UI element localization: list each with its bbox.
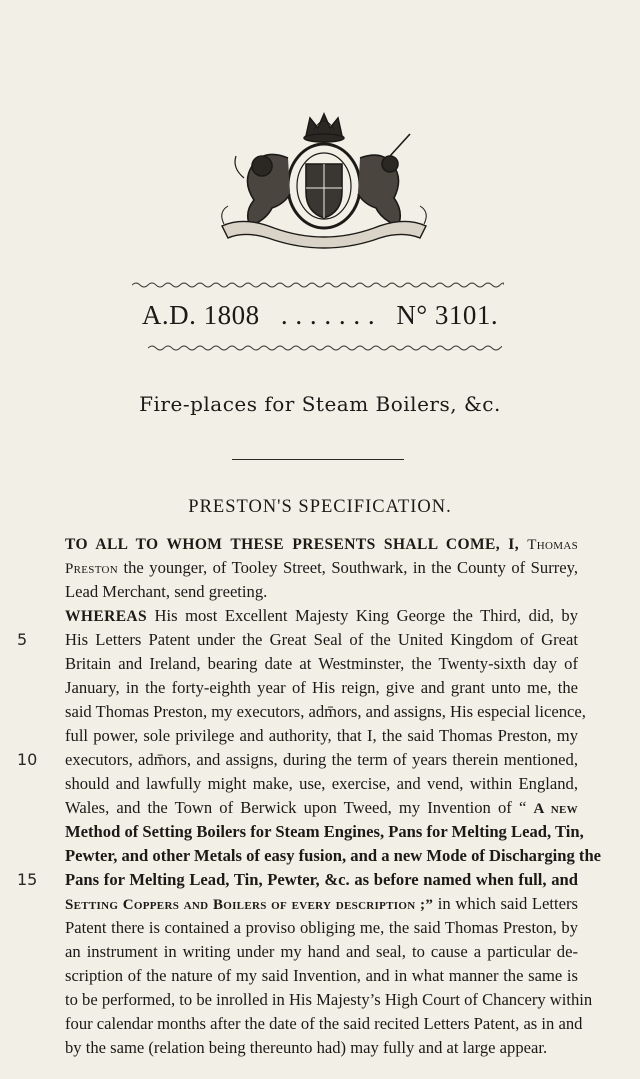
line-number: 10 (17, 750, 38, 769)
text-line: an instrument in writing under my hand and seal, to cause a particular de- (65, 942, 578, 961)
leader-dots: . . . . . . . (280, 300, 376, 330)
text-line: Pewter, and other Metals of easy fusion, and a new Mode of Discharging the (65, 846, 602, 865)
text-line: should and lawfully might make, use, exercise, and vend, within England, (65, 774, 578, 793)
royal-coat-of-arms (214, 108, 434, 250)
text-line: TO ALL TO WHOM THESE PRESENTS SHALL COME, I, Thomas (65, 536, 578, 553)
specification-title: PRESTON'S SPECIFICATION. (188, 497, 452, 517)
text-line: scription of the nature of my said Invention, and in what manner the same is (65, 966, 578, 985)
year-label: A.D. 1808 (141, 300, 260, 330)
text-line: Wales, and the Town of Berwick upon Tweed, my Invention of “ A new (65, 798, 578, 817)
text-line: His Letters Patent under the Great Seal of the United Kingdom of Great (65, 630, 578, 649)
text-line: Patent there is contained a proviso obliging me, the said Thomas Preston, by (65, 918, 578, 937)
text-line: Pans for Melting Lead, Tin, Pewter, &c. as before named when full, and (65, 870, 578, 889)
decorative-wavy-rule-bottom (148, 344, 502, 352)
text-line: Preston the younger, of Tooley Street, Southwark, in the County of Surrey, (65, 558, 578, 577)
text-line: Britain and Ireland, bearing date at Westminster, the Twenty-sixth day of (65, 654, 578, 673)
divider-rule (232, 459, 404, 460)
patent-heading (0, 300, 640, 331)
patent-number: N° 3101. (396, 300, 499, 330)
line-number: 5 (17, 630, 28, 649)
text-line: to be performed, to be inrolled in His Majesty’s High Court of Chancery within (65, 990, 593, 1009)
decorative-wavy-rule-top (132, 281, 504, 289)
subject-title: Fire-places for Steam Boilers, &c. (139, 392, 501, 416)
text-line: Setting Coppers and Boilers of every description ;” in which said Letters (65, 894, 578, 913)
text-line: January, in the forty-eighth year of His reign, give and grant unto me, the (65, 678, 578, 697)
text-line: said Thomas Preston, my executors, adm̄ors, and assigns, His especial licence, (65, 702, 586, 721)
line-number: 15 (17, 870, 38, 889)
text-line: full power, sole privilege and authority, that I, the said Thomas Preston, my (65, 726, 578, 745)
text-line: four calendar months after the date of the said recited Letters Patent, as in and (65, 1014, 583, 1033)
text-line: executors, adm̄ors, and assigns, during the term of years therein mentioned, (65, 750, 578, 769)
text-line: by the same (relation being thereunto had) may fully and at large appear. (65, 1038, 548, 1057)
text-line: Lead Merchant, send greeting. (65, 582, 268, 601)
text-line: WHEREAS His most Excellent Majesty King George the Third, did, by (65, 606, 578, 625)
text-line: Method of Setting Boilers for Steam Engines, Pans for Melting Lead, Tin, (65, 822, 584, 841)
